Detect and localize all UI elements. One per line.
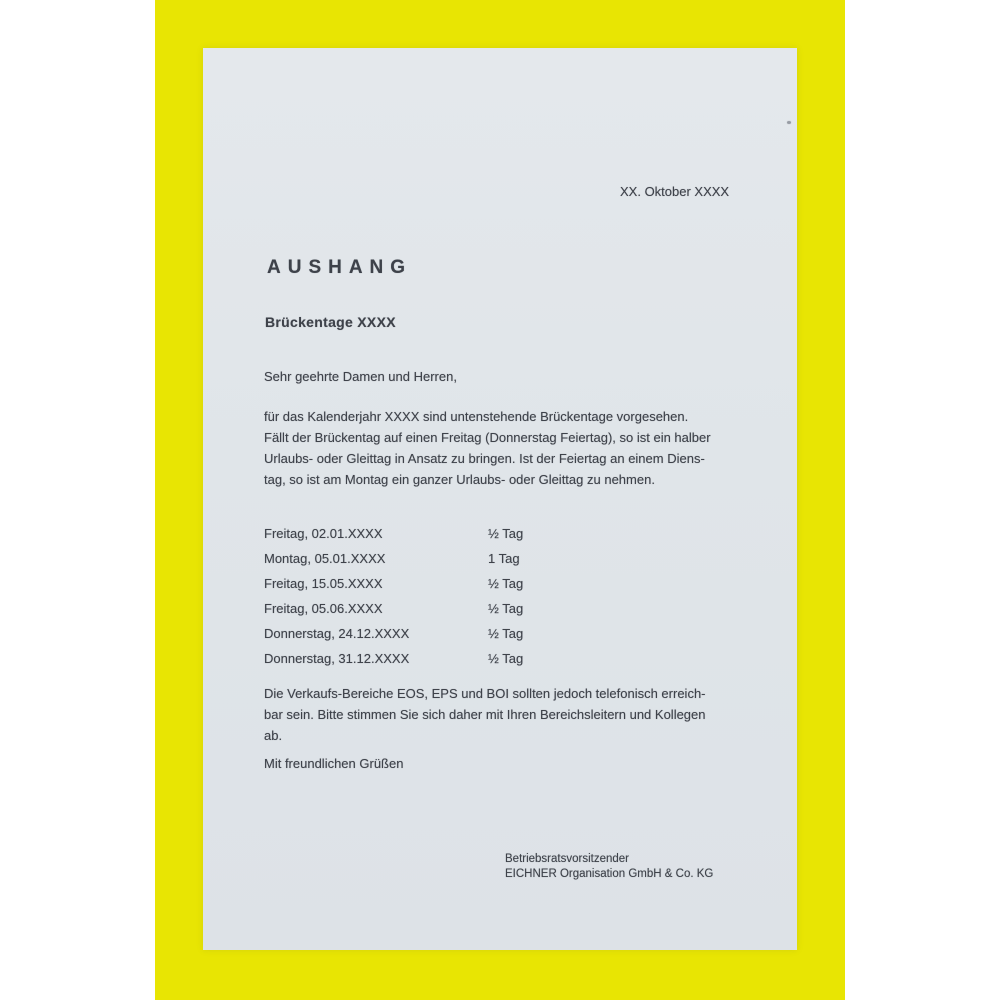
closing-paragraph xyxy=(264,683,706,746)
bridge-day-row xyxy=(264,571,524,596)
closing-line: Die Verkaufs-Bereiche EOS, EPS und BOI sollten jedoch telefonisch erreich- xyxy=(264,686,706,701)
letter-date: XX. Oktober XXXX xyxy=(620,184,730,199)
body-line: Urlaubs- oder Gleittag in Ansatz zu bringen. Ist der Feiertag an einem Diens- xyxy=(264,451,705,466)
subject-line: Brückentage XXXX xyxy=(265,314,396,330)
bridge-day-row xyxy=(264,546,520,571)
bridge-day-amount: ½ Tag xyxy=(488,526,524,541)
bridge-day-row xyxy=(264,621,524,646)
body-paragraph xyxy=(264,406,711,490)
body-line: Fällt der Brückentag auf einen Freitag (Donnerstag Feiertag), so ist ein halber xyxy=(264,430,711,445)
body-line: für das Kalenderjahr XXXX sind untenstehende Brückentage vorgesehen. xyxy=(264,409,689,424)
closing-line: bar sein. Bitte stimmen Sie sich daher mit Ihren Bereichsleitern und Kollegen xyxy=(264,707,706,722)
bridge-day-row xyxy=(264,521,524,546)
bridge-day-date: Montag, 05.01.XXXX xyxy=(264,551,386,566)
letter-paper xyxy=(203,48,797,950)
bridge-day-date: Freitag, 05.06.XXXX xyxy=(264,601,383,616)
bridge-day-date: Donnerstag, 24.12.XXXX xyxy=(264,626,410,641)
bridge-day-amount: ½ Tag xyxy=(488,626,524,641)
bridge-day-date: Freitag, 15.05.XXXX xyxy=(264,576,383,591)
bridge-day-amount: ½ Tag xyxy=(488,651,524,666)
bridge-day-amount: 1 Tag xyxy=(488,551,520,566)
bridge-day-row xyxy=(264,596,524,621)
signature-block xyxy=(505,852,713,881)
bridge-day-amount: ½ Tag xyxy=(488,576,524,591)
bridge-day-row xyxy=(264,646,524,671)
notice-title: AUSHANG xyxy=(267,257,413,278)
closing-line: ab. xyxy=(264,728,283,743)
body-line: tag, so ist am Montag ein ganzer Urlaubs- oder Gleittag zu nehmen. xyxy=(264,472,655,487)
signature-company: EICHNER Organisation GmbH & Co. KG xyxy=(505,867,714,880)
bridge-day-date: Donnerstag, 31.12.XXXX xyxy=(264,651,410,666)
salutation: Sehr geehrte Damen und Herren, xyxy=(264,369,457,384)
bridge-days-list xyxy=(264,521,524,671)
bridge-day-date: Freitag, 02.01.XXXX xyxy=(264,526,383,541)
bridge-day-amount: ½ Tag xyxy=(488,601,524,616)
dust-speck xyxy=(787,121,791,124)
signature-role: Betriebsratsvorsitzender xyxy=(505,853,629,865)
regards-line: Mit freundlichen Grüßen xyxy=(264,756,404,771)
